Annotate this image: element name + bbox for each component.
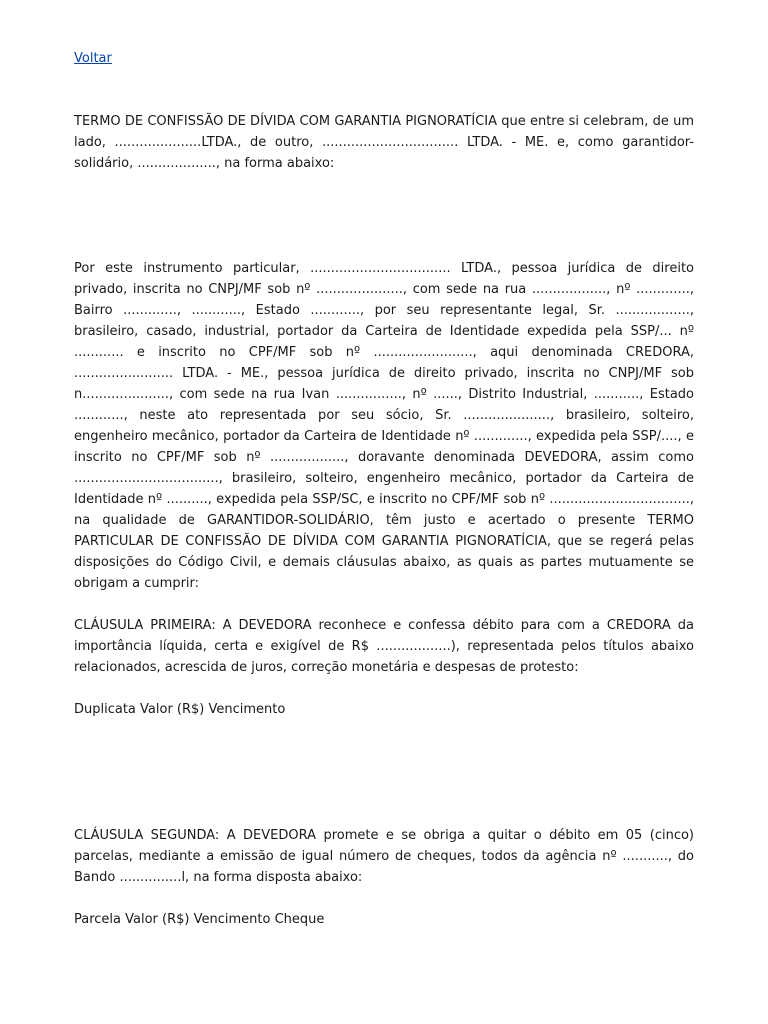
document-intro: TERMO DE CONFISSÃO DE DÍVIDA COM GARANTIA PIGNORATÍCIA que entre si celebram, de um lado, .....................LTDA., de outro, ................................. LTDA. - ME. e, como garantidor-solidário, ..................., na forma abaixo:	[74, 114, 694, 171]
clause-second: CLÁUSULA SEGUNDA: A DEVEDORA promete e se obriga a quitar o débito em 05 (cinco) parcelas, mediante a emissão de igual número de cheques, todos da agência nº ..........., do Bando ...............l, na forma disposta abaixo:	[74, 828, 694, 885]
document-preamble: Por este instrumento particular, .................................. LTDA., pessoa jurídica de direito privado, inscrita no CNPJ/MF sob nº ....................., com sede na rua .................., nº ............., Bairro ............., ............, Estado ............, por seu representante legal, Sr. .................., brasileiro, casado, industrial, portador da Carteira de Identidade expedida pela SSP/... nº ............ e inscrito no CPF/MF sob nº ........................, aqui denominada CREDORA, ........................ LTDA. - ME., pessoa jurídica de direito privado, inscrita no CNPJ/MF sob n....................., com sede na rua Ivan ................, nº ......, Distrito Industrial, ..........., Estado ............, neste ato representada por seu sócio, Sr. ....................., brasileiro, solteiro, engenheiro mecânico, portador da Carteira de Identidade nº ............., expedida pela SSP/...., e inscrito no CPF/MF sob nº .................., doravante denominada DEVEDORA, assim como ..................................., brasileiro, solteiro, engenheiro mecânico, portador da Carteira de Identidade nº .........., expedida pela SSP/SC, e inscrito no CPF/MF sob nº .................................., na qualidade de GARANTIDOR-SOLIDÁRIO, têm justo e acertado o presente TERMO PARTICULAR DE CONFISSÃO DE DÍVIDA COM GARANTIA PIGNORATÍCIA, que se regerá pelas disposições do Código Civil, e demais cláusulas abaixo, as quais as partes mutuamente se obrigam a cumprir:	[74, 261, 694, 591]
document-page	[74, 48, 694, 930]
table-2-header: Parcela Valor (R$) Vencimento Cheque	[74, 912, 325, 927]
clause-first: CLÁUSULA PRIMEIRA: A DEVEDORA reconhece e confessa débito para com a CREDORA da importância líquida, certa e exigível de R$ ..................), representada pelos títulos abaixo relacionados, acrescida de juros, correção monetária e despesas de protesto:	[74, 618, 694, 675]
table-1-header: Duplicata Valor (R$) Vencimento	[74, 702, 286, 717]
back-link[interactable]: Voltar	[74, 51, 112, 66]
